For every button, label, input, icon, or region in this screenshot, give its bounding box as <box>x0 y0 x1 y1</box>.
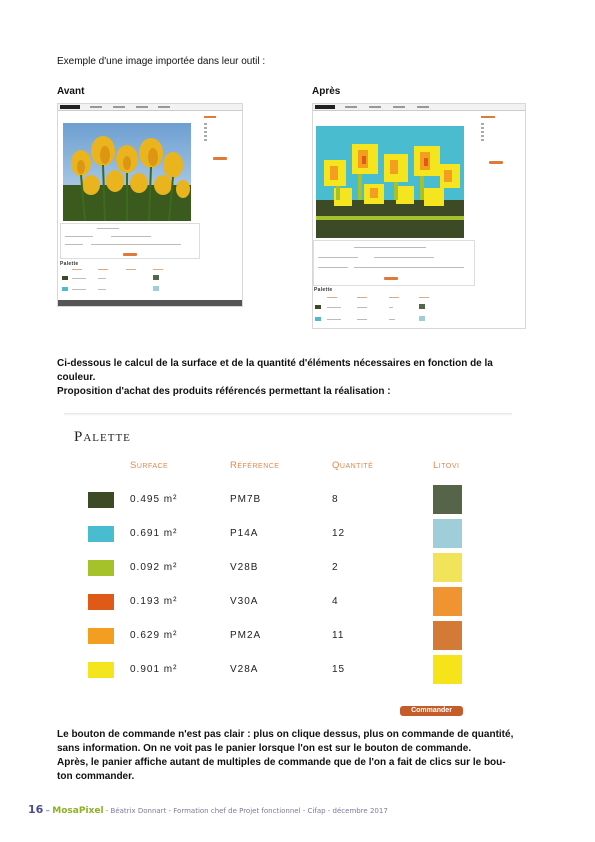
header-reference: Référence <box>230 460 280 471</box>
quantity-value: 8 <box>332 494 339 505</box>
palette-row <box>64 519 512 555</box>
section-text-line-2: couleur. <box>57 372 96 383</box>
section-text-line-3: Proposition d'achat des produits référencés permettant la réalisation : <box>57 386 391 397</box>
color-swatch <box>88 662 114 678</box>
thumb-settings-panel <box>313 240 475 286</box>
quantity-value: 15 <box>332 664 346 675</box>
thumb-palette-title: Palette <box>60 261 79 267</box>
palette-row <box>64 553 512 589</box>
reference-value: V30A <box>230 596 259 607</box>
comment-line-3: Après, le panier affiche autant de multiples de commande que de l'on a fait de clics sur le bou- <box>57 757 506 768</box>
surface-value: 0.495 m² <box>130 494 178 505</box>
page-footer <box>28 803 388 816</box>
reference-value: P14A <box>230 528 259 539</box>
litovi-swatch <box>433 655 462 684</box>
commander-button[interactable]: Commander <box>400 706 463 716</box>
palette-row <box>64 621 512 657</box>
reference-value: PM2A <box>230 630 262 641</box>
litovi-swatch <box>433 485 462 514</box>
palette-title: Palette <box>74 429 131 445</box>
thumb-palette-title: Palette <box>314 287 333 293</box>
quantity-value: 11 <box>332 630 345 641</box>
reference-value: PM7B <box>230 494 262 505</box>
litovi-swatch <box>433 587 462 616</box>
intro-text: Exemple d'une image importée dans leur outil : <box>57 56 266 67</box>
footer-brand: MosaPixel <box>52 806 104 816</box>
color-swatch <box>88 628 114 644</box>
color-swatch <box>88 560 114 576</box>
tulips-photo-original <box>63 123 191 221</box>
reference-value: V28A <box>230 664 259 675</box>
comment-line-1: Le bouton de commande n'est pas clair : plus on clique dessus, plus on commande de quantité, <box>57 729 514 740</box>
color-swatch <box>88 492 114 508</box>
after-screenshot <box>312 103 526 329</box>
header-surface: Surface <box>130 460 169 471</box>
litovi-swatch <box>433 519 462 548</box>
palette-row <box>64 587 512 623</box>
thumb-order-button <box>489 161 503 164</box>
surface-value: 0.691 m² <box>130 528 178 539</box>
reference-value: V28B <box>230 562 259 573</box>
surface-value: 0.092 m² <box>130 562 178 573</box>
surface-value: 0.901 m² <box>130 664 178 675</box>
page-number: 16 <box>28 803 44 816</box>
thumb-settings-panel <box>60 223 200 259</box>
footer-text: - Béatrix Donnart - Formation chef de Projet fonctionnel - Cifap - décembre 2017 <box>105 807 388 815</box>
palette-row <box>64 485 512 521</box>
quantity-value: 12 <box>332 528 346 539</box>
section-text-line-1: Ci-dessous le calcul de la surface et de la quantité d'éléments nécessaires en fonction de la <box>57 358 493 369</box>
before-screenshot <box>57 103 243 307</box>
color-swatch <box>88 594 114 610</box>
after-label: Après <box>312 86 341 97</box>
footer-dash: – <box>45 806 51 816</box>
quantity-value: 2 <box>332 562 339 573</box>
before-label: Avant <box>57 86 85 97</box>
litovi-swatch <box>433 621 462 650</box>
surface-value: 0.629 m² <box>130 630 178 641</box>
quantity-value: 4 <box>332 596 339 607</box>
litovi-swatch <box>433 553 462 582</box>
thumb-order-button <box>213 157 227 160</box>
palette-panel <box>64 413 512 725</box>
thumb-menu-bar <box>313 104 525 111</box>
palette-row <box>64 655 512 691</box>
header-quantity: Quantité <box>332 460 374 471</box>
comment-line-4: ton commander. <box>57 771 135 782</box>
color-swatch <box>88 526 114 542</box>
comment-line-2: sans information. On ne voit pas le panier lorsque l'on est sur le bouton de commande. <box>57 743 472 754</box>
header-litovi: Litovi <box>433 460 460 471</box>
thumb-menu-bar <box>58 104 242 111</box>
surface-value: 0.193 m² <box>130 596 178 607</box>
tulips-photo-pixelated <box>316 126 464 238</box>
